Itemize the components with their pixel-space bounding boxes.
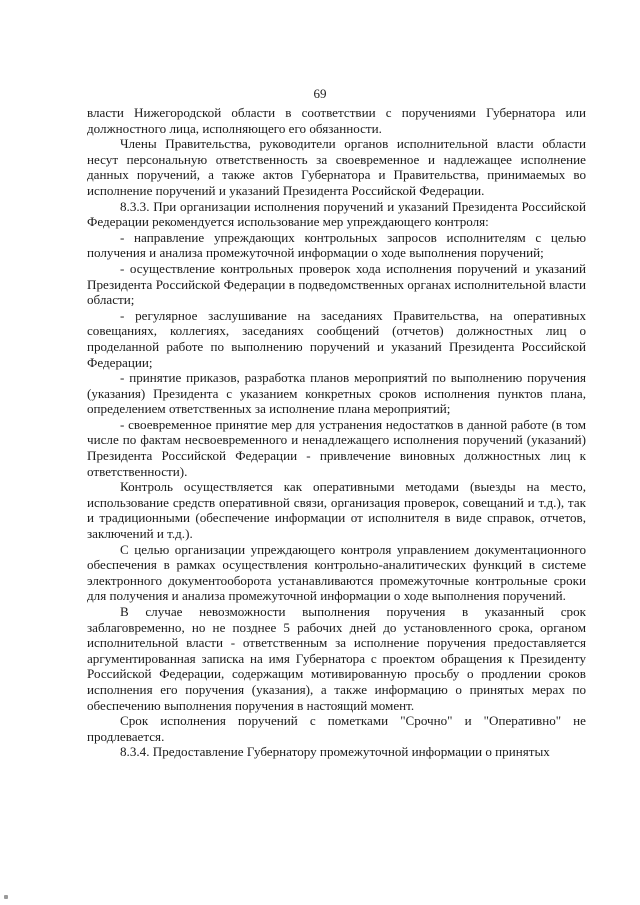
list-item: - направление упреждающих контрольных запросов исполнителям с целью получения и анализа промежуточной информации о ходе выполнения поручений; — [87, 229, 586, 261]
list-item: - осуществление контрольных проверок хода исполнения поручений и указаний Президента Российской Федерации в подведомственных органах исполнительной власти области; — [87, 260, 586, 308]
paragraph: Члены Правительства, руководители органов исполнительной власти области несут персональную ответственность за своевременное и надлежащее исполнение данных поручений, а также актов Губернатора и Правительства, принимаемых во исполнение поручений и указаний Президента Российской Федерации. — [87, 136, 586, 198]
list-item: - принятие приказов, разработка планов мероприятий по выполнению поручения (указания) Президента с указанием конкретных сроков исполнения пунктов плана, определением ответственных за исполнение плана мероприятий; — [87, 370, 586, 417]
list-item: - своевременное принятие мер для устранения недостатков в данной работе (в том числе по фактам несвоевременного и ненадлежащего исполнения поручений (указаний) Президента Российской Федерации - привлечение виновных должностных лиц к ответственности). — [87, 416, 586, 479]
paragraph: В случае невозможности выполнения поручения в указанный срок заблаговременно, но не позднее 5 рабочих дней до установленного срока, органом исполнительной власти - ответственным за исполнение поручения предоставляется аргументированная записка на имя Губернатора с проектом обращения к Президенту Российской Федерации, содержащим мотивированную просьбу о продлении сроков исполнения его поручения (указания), а также информацию о принятых мерах по обеспечению выполнения поручения в настоящий момент. — [87, 604, 586, 713]
paragraph: С целью организации упреждающего контроля управлением документационного обеспечения в рамках осуществления контрольно-аналитических функций в системе электронного документооборота устанавливаются промежуточные контрольные сроки для получения и анализа промежуточной информации о ходе выполнения поручений. — [87, 541, 586, 604]
paragraph: 8.3.3. При организации исполнения поручений и указаний Президента Российской Федерации рекомендуется использование мер упреждающего контроля: — [87, 198, 586, 230]
scan-mark — [4, 895, 8, 899]
document-body — [87, 105, 586, 760]
page-number: 69 — [313, 86, 327, 101]
list-item: - регулярное заслушивание на заседаниях Правительства, на оперативных совещаниях, коллегиях, заседаниях сообщений (отчетов) должностных лиц о проделанной работе по выполнению поручений и указаний Президента Российской Федерации; — [87, 307, 586, 370]
paragraph: Контроль осуществляется как оперативными методами (выезды на место, использование средств оперативной связи, организация проверок, совещаний и т.д.), так и традиционными (обеспечение информации от исполнителя в виде справок, отчетов, заключений и т.д.). — [87, 479, 586, 542]
paragraph: 8.3.4. Предоставление Губернатору промежуточной информации о принятых — [120, 744, 550, 760]
paragraph: Срок исполнения поручений с пометками "Срочно" и "Оперативно" не продлевается. — [87, 713, 586, 744]
paragraph: власти Нижегородской области в соответствии с поручениями Губернатора или должностного лица, исполняющего его обязанности. — [87, 105, 586, 136]
